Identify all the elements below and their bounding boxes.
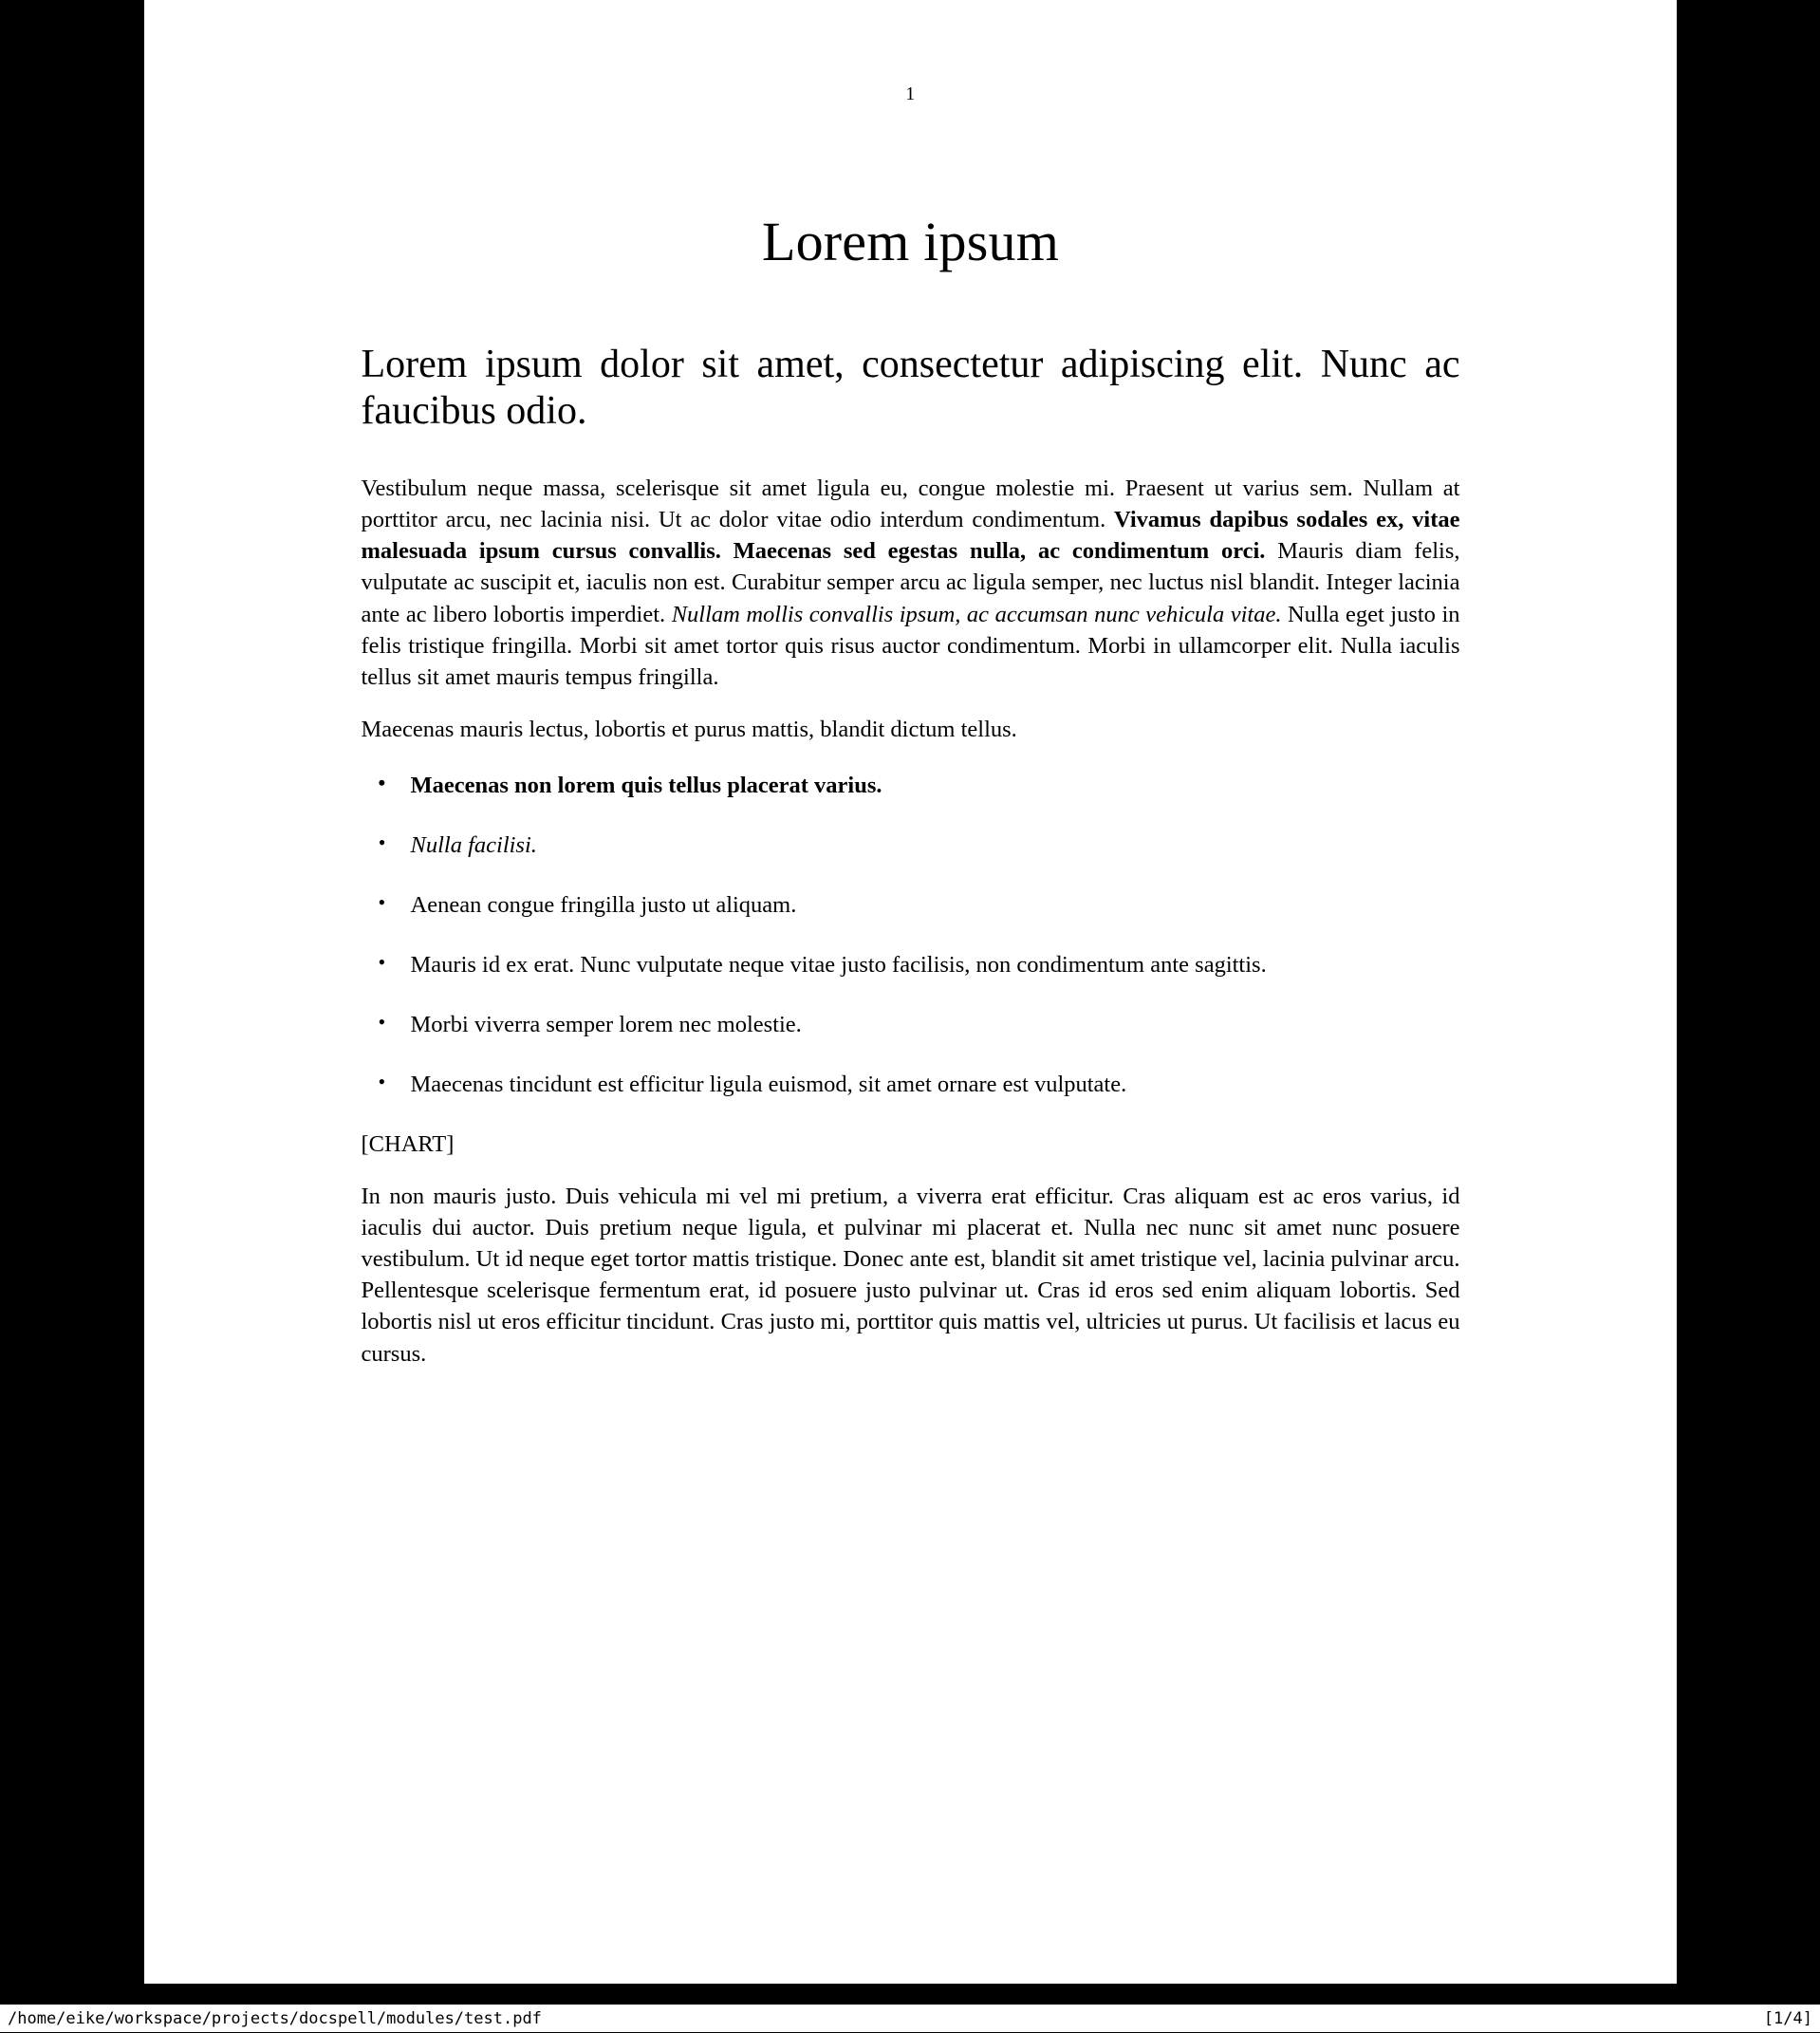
list-item: • Aenean congue fringilla justo ut aliquam.: [362, 889, 1460, 921]
list-item: • Maecenas tincidunt est efficitur ligula euismod, sit amet ornare est vulputate.: [362, 1069, 1460, 1100]
list-item: • Mauris id ex erat. Nunc vulputate neque vitae justo facilisis, non condimentum ante sagittis.: [362, 949, 1460, 980]
list-item: • Nulla facilisi.: [362, 830, 1460, 861]
section-heading: Lorem ipsum dolor sit amet, consectetur adipiscing elit. Nunc ac faucibus odio.: [361, 343, 1460, 434]
status-page-indicator: [1/4]: [1763, 2009, 1812, 2028]
page-number: 1: [905, 84, 916, 104]
status-file-path: /home/eike/workspace/projects/docspell/modules/test.pdf: [8, 2009, 542, 2028]
paragraph-2: Maecenas mauris lectus, lobortis et purus mattis, blandit dictum tellus.: [361, 716, 1017, 742]
bullet-list: [362, 770, 1460, 1100]
paragraph-1: [362, 473, 1460, 692]
paragraph-1-part-1: Vestibulum neque massa, scelerisque sit amet ligula eu, congue molestie mi. Praesent ut varius sem. Nullam at porttitor arcu, nec lacinia nisi. Ut ac dolor vitae odio interdum condimentum.: [361, 476, 1460, 533]
paragraph-1-part-3: Nulla eget justo in felis tristique fringilla. Morbi sit amet tortor quis risus auctor condimentum. Morbi in ullamcorper elit. Nulla iaculis tellus sit amet mauris tempus fringilla.: [361, 601, 1460, 690]
list-item: • Morbi viverra semper lorem nec molestie.: [362, 1009, 1460, 1040]
status-bar: [0, 2004, 1820, 2032]
paragraph-1-part-2: Mauris diam felis, vulputate ac suscipit et, iaculis non est. Curabitur semper arcu ac ligula semper, nec luctus nisl blandit. Integer lacinia ante ac libero lobortis imperdiet.: [361, 538, 1460, 627]
paragraph-1-bold-1: Vivamus dapibus sodales ex, vitae malesuada ipsum cursus convallis. Maecenas sed egestas nulla, ac condimentum orci.: [361, 507, 1460, 565]
document-title: Lorem ipsum: [761, 211, 1060, 272]
document-content: [362, 273, 1460, 1370]
paragraph-1-italic-1: Nullam mollis convallis ipsum, ac accumsan nunc vehicula vitae.: [671, 601, 1282, 627]
paragraph-3: In non mauris justo. Duis vehicula mi vel mi pretium, a viverra erat efficitur. Cras aliquam est ac eros varius, id iaculis dui auctor. Duis pretium neque ligula, et pulvinar mi placerat et. Nulla nec nunc sit amet nunc posuere vestibulum. Ut id neque eget tortor mattis tristique. Donec ante est, blandit sit amet tristique vel, lacinia pulvinar arcu. Pellentesque scelerisque fermentum erat, id posuere justo pulvinar ut. Cras id eros sed enim aliquam lobortis. Sed lobortis nisl ut eros efficitur tincidunt. Cras justo mi, porttitor quis mattis vel, ultricies ut purus. Ut facilisis et lacus eu cursus.: [361, 1184, 1460, 1367]
list-item: • Maecenas non lorem quis tellus placerat varius.: [362, 770, 1460, 801]
pdf-page: [144, 0, 1677, 1984]
chart-placeholder: [CHART]: [361, 1131, 455, 1158]
